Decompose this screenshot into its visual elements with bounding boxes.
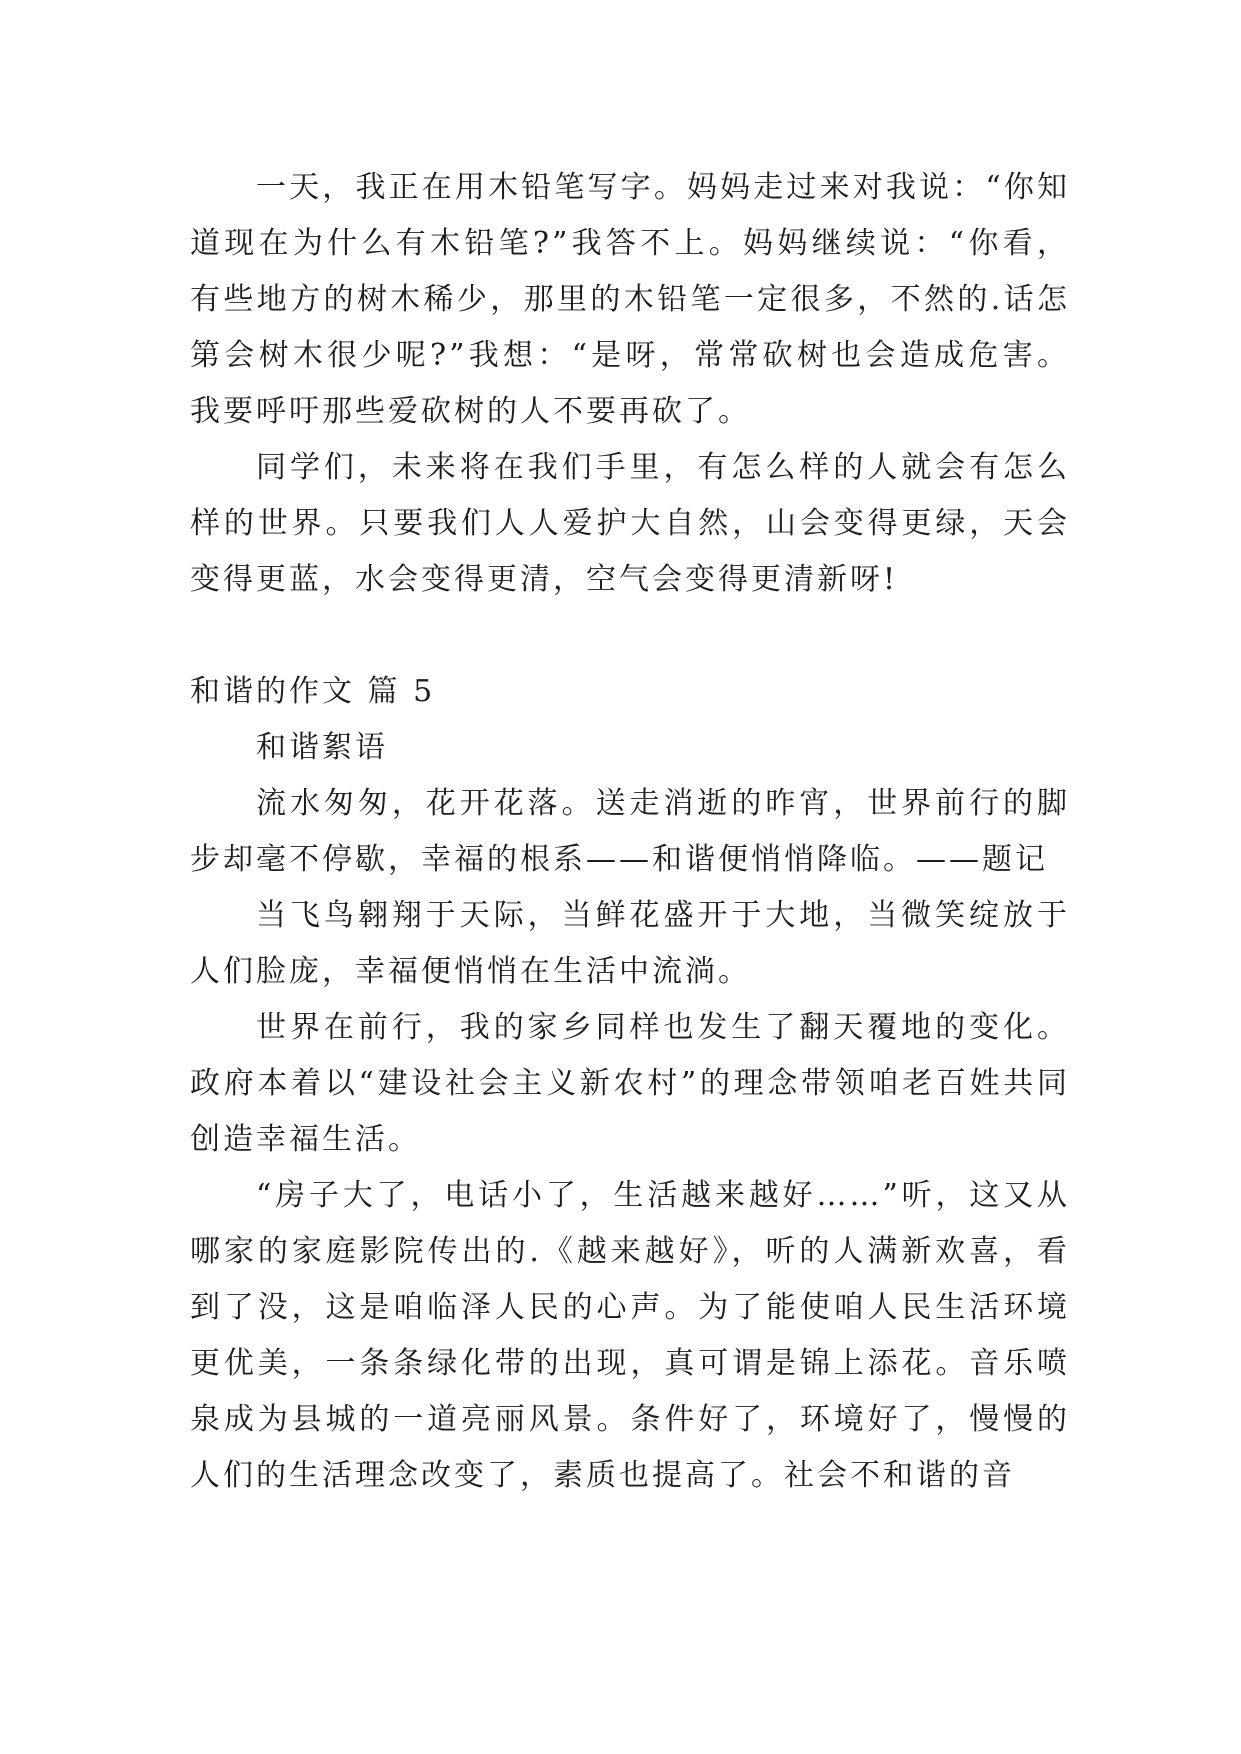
paragraph-hometown: 世界在前行，我的家乡同样也发生了翻天覆地的变化。政府本着以“建设社会主义新农村”的理念带领咱老百姓共同创造幸福生活。	[190, 1010, 1070, 1157]
paragraph-classmates: 同学们，未来将在我们手里，有怎么样的人就会有怎么样的世界。只要我们人人爱护大自然，山会变得更绿，天会变得更蓝，水会变得更清，空气会变得更清新呀!	[190, 450, 1070, 597]
section-gap	[190, 608, 1070, 664]
paragraph-happiness: 当飞鸟翱翔于天际，当鲜花盛开于大地，当微笑绽放于人们脸庞，幸福便悄悄在生活中流淌。	[190, 898, 1070, 989]
essay-title: 和谐絮语	[256, 730, 388, 765]
section-heading: 和谐的作文 篇 5	[190, 674, 436, 709]
paragraph-pencil-story: 一天，我正在用木铅笔写字。妈妈走过来对我说：“你知道现在为什么有木铅笔?”我答不上。妈妈继续说：“你看，有些地方的树木稀少，那里的木铅笔一定很多，不然的.话怎第会树木很少呢?”我想：“是呀，常常砍树也会造成危害。我要呼吁那些爱砍树的人不要再砍了。	[190, 170, 1070, 429]
document-body	[190, 160, 1070, 1504]
paragraph-epigraph: 流水匆匆，花开花落。送走消逝的昨宵，世界前行的脚步却毫不停歇，幸福的根系——和谐便悄悄降临。——题记	[190, 786, 1070, 877]
paragraph-better-life: “房子大了，电话小了，生活越来越好……”听，这又从哪家的家庭影院传出的.《越来越好》，听的人满新欢喜，看到了没，这是咱临泽人民的心声。为了能使咱人民生活环境更优美，一条条绿化带的出现，真可谓是锦上添花。音乐喷泉成为县城的一道亮丽风景。条件好了，环境好了，慢慢的人们的生活理念改变了，素质也提高了。社会不和谐的音	[190, 1178, 1070, 1493]
